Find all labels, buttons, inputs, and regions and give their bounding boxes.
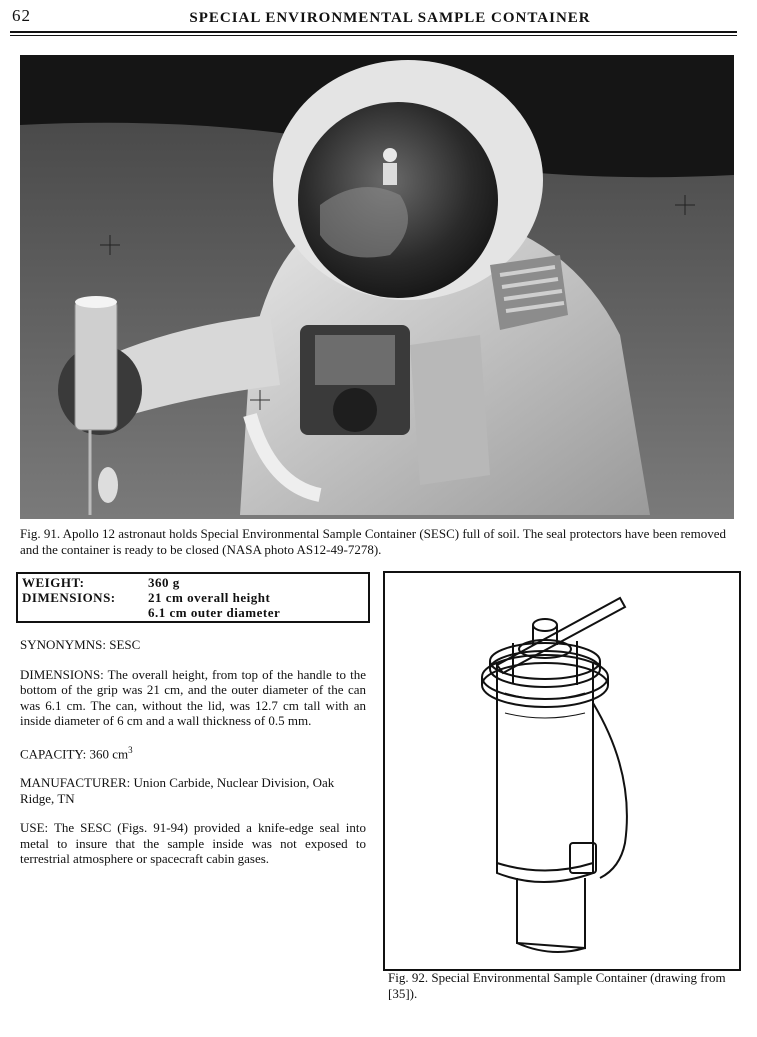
dimensions-value-height: 21 cm overall height <box>148 590 271 605</box>
capacity-superscript: 3 <box>128 744 133 755</box>
header-rule <box>10 31 737 33</box>
use-paragraph: USE: The SESC (Figs. 91-94) provided a knife-edge seal into metal to insure that the sample inside was not exposed to terrestrial atmosphere or spacecraft cabin gases. <box>20 820 366 867</box>
manufacturer-paragraph: MANUFACTURER: Union Carbide, Nuclear Division, Oak Ridge, TN <box>20 775 335 806</box>
specs-box <box>16 572 370 623</box>
capacity-paragraph <box>20 743 366 762</box>
body-text <box>20 637 366 881</box>
capacity-text: CAPACITY: 360 cm <box>20 745 129 761</box>
page-number: 62 <box>12 6 31 25</box>
dimensions-value-diameter: 6.1 cm outer diameter <box>148 605 281 620</box>
running-head: SPECIAL ENVIRONMENTAL SAMPLE CONTAINER <box>189 10 591 26</box>
dimensions-label: DIMENSIONS: <box>22 590 116 605</box>
astronaut-photo <box>20 55 734 519</box>
astronaut-photo-illustration <box>20 55 734 519</box>
figure-92-caption: Fig. 92. Special Environmental Sample Container (drawing from [35]). <box>388 970 726 1001</box>
container-line-drawing <box>385 573 739 969</box>
weight-label: WEIGHT: <box>22 575 85 590</box>
dimensions-paragraph: DIMENSIONS: The overall height, from top of the handle to the bottom of the grip was 21 cm, and the outer diameter of the can was 6.1 cm. The can, without the lid, was 12.7 cm tall with an inside diameter of 6 cm and a wall thickness of 0.5 mm. <box>20 666 366 728</box>
weight-value: 360 g <box>148 575 180 590</box>
container-drawing-frame <box>383 571 741 971</box>
header-rule-thin <box>10 35 737 36</box>
synonyms-paragraph: SYNONYMNS: SESC <box>20 637 141 652</box>
figure-91-caption: Fig. 91. Apollo 12 astronaut holds Special Environmental Sample Container (SESC) full of soil. The seal protectors have been removed and the container is ready to be closed (NASA photo AS12-49-7278). <box>20 526 726 557</box>
